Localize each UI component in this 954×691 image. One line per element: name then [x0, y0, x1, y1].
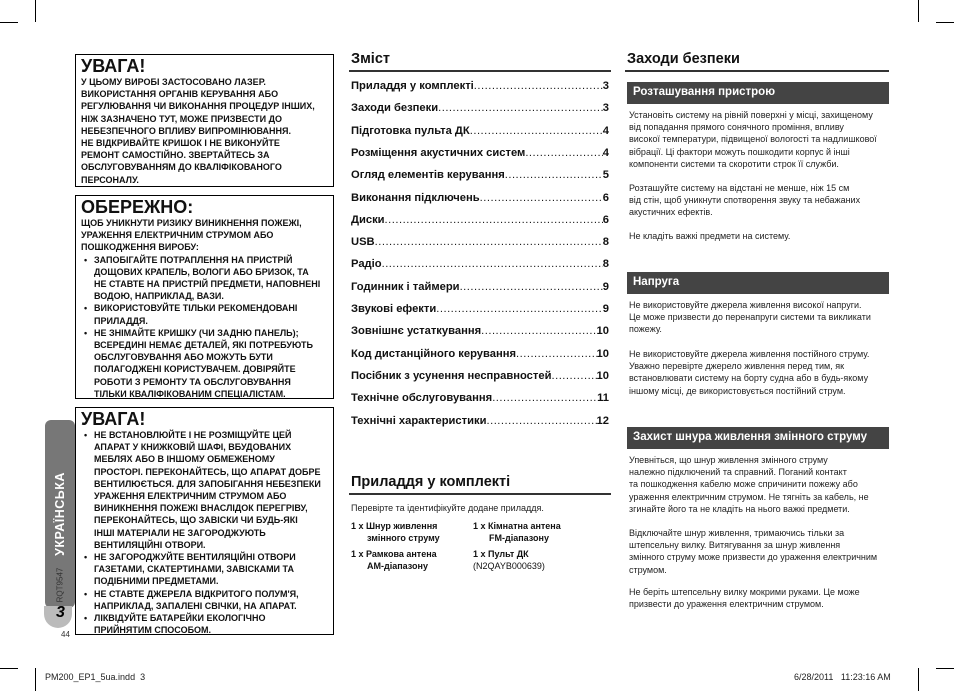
toc-item-page: 9 [602, 303, 609, 315]
toc-leader [525, 147, 602, 159]
safety-line: Відключайте шнур живлення, тримаючись тільки за [629, 528, 845, 538]
safety-line: іншому місці, де використовується постійний струм. [629, 385, 846, 396]
accessories-intro: Перевірте та ідентифікуйте додане приладдя. [351, 503, 544, 513]
warning-line: МЕБЛЯХ АБО В ІНШОМУ ОБМЕЖЕНОМУ [94, 454, 275, 465]
toc-leader [516, 348, 597, 360]
warning-line: РЕМОНТ САМОСТІЙНО. ЗВЕРТАЙТЕСЬ ЗА [81, 150, 270, 161]
warning-line: ПРОСТОРІ. ПЕРЕКОНАЙТЕСЬ, ЩО АПАРАТ ДОБРЕ [94, 466, 321, 477]
crop-mark [936, 668, 954, 669]
toc-item-page: 10 [596, 325, 609, 338]
safety-line: Розташуйте систему на відстані не менше, ніж 15 см [629, 183, 850, 193]
toc-item[interactable] [351, 236, 609, 250]
caution-line: ВОДОЮ, НАПРИКЛАД, ВАЗИ. [94, 291, 224, 302]
crop-mark [918, 0, 919, 22]
caution-line: НЕ СТАВТЕ НА ПРИСТРІЙ ПРЕДМЕТИ, НАПОВНЕНІ [94, 279, 321, 290]
caution-line: ОБСЛУГОВУВАННЯ АБО МОЖУТЬ БУТИ [94, 352, 273, 363]
safety-line: Не кладіть важкі предмети на систему. [629, 231, 791, 241]
accessory-item: 1 x Рамкова антена AM-діапазону [351, 549, 437, 571]
crop-mark [35, 0, 36, 22]
warning-list [81, 429, 328, 636]
safety-paragraph [629, 586, 891, 610]
safety-line: Це може призвести до перенапруги системи та викликати [629, 312, 871, 323]
safety-line: струмом. [629, 564, 667, 575]
toc-item-page: 8 [602, 236, 609, 249]
language-label: УКРАЇНСЬКА [53, 472, 67, 556]
toc-item-label: Посібник з усунення несправностей [351, 369, 552, 382]
crop-mark [0, 22, 18, 23]
caution-line: • ВИКОРИСТОВУЙТЕ ТІЛЬКИ РЕКОМЕНДОВАНІ [94, 303, 298, 314]
warning-line: ПРИЙНЯТИМ СПОСОБОМ. [94, 625, 212, 636]
safety-paragraph [629, 348, 891, 397]
toc-item-label: Зовнішнє устаткування [351, 325, 482, 338]
warning-line: ПОДІБНИМИ ПРЕДМЕТАМИ. [94, 576, 219, 587]
footer-file: PM200_EP1_5ua.indd 3 [45, 672, 146, 682]
caution-line: ПОШКОДЖЕННЯ ВИРОБУ: [81, 242, 199, 253]
toc-item-label: Підготовка пульта ДК [351, 124, 470, 137]
safety-line: та пошкодження кабелю може спричинити пожежу або [629, 479, 858, 490]
safety-paragraph [629, 230, 891, 242]
toc-item[interactable] [351, 303, 609, 317]
warning-line: ПЕРЕКОНАЙТЕСЬ, ЩО ЗАВІСКИ ЧИ БУДЬ-ЯКІ [94, 515, 298, 526]
warning-box-laser [75, 54, 334, 187]
warning-line: НЕБЕЗПЕЧНОГО ВПЛИВУ ВИПРОМІНЮВАННЯ. [81, 125, 292, 136]
caution-title: ОБЕРЕЖНО: [81, 197, 194, 217]
toc-item[interactable] [351, 192, 609, 206]
toc-rule [349, 70, 611, 72]
toc-item-page: 8 [602, 258, 609, 271]
warning-bullet [94, 612, 328, 636]
safety-rule [625, 70, 889, 72]
caution-line: ВСЕРЕДИНІ НЕМАЄ ДЕТАЛЕЙ, ЯКІ ПОТРЕБУЮТЬ [94, 340, 313, 351]
warning-line: ІНШІ МАТЕРІАЛИ НЕ ЗАГОРОДЖУЮТЬ [94, 527, 266, 538]
toc-item[interactable] [351, 281, 609, 295]
safety-paragraph [629, 182, 891, 219]
footer-date: 6/28/2011 11:23:16 AM [794, 672, 891, 682]
toc-leader [470, 125, 603, 137]
toc-leader [505, 169, 603, 181]
toc-leader [375, 236, 603, 248]
safety-line: ураження електричним струмом. Не тягніть за кабель, не [629, 491, 869, 502]
caution-line: РОБОТИ З РЕМОНТУ ТА ОБСЛУГОВУВАННЯ [94, 376, 291, 387]
toc-item-label: Радіо [351, 258, 382, 271]
toc-item[interactable] [351, 125, 609, 139]
accessories-rule [349, 493, 611, 495]
toc-item[interactable] [351, 102, 609, 116]
warning-line: ВИКОРИСТАННЯ ОРГАНІВ КЕРУВАННЯ АБО [81, 89, 279, 100]
toc-item[interactable] [351, 415, 609, 429]
caution-line: ДОЩОВИХ КРАПЕЛЬ, ВОЛОГИ АБО БРИЗОК, ТА [94, 266, 309, 277]
toc-item[interactable] [351, 325, 609, 339]
warning-line: ГАЗЕТАМИ, СКАТЕРТИНАМИ, ЗАВІСКАМИ ТА [94, 564, 294, 575]
safety-paragraph [629, 109, 891, 170]
toc-item-label: Приладдя у комплекті [351, 80, 474, 92]
toc-item[interactable] [351, 147, 609, 161]
caution-bullet [94, 327, 328, 400]
warning-line: • НЕ СТАВТЕ ДЖЕРЕЛА ВІДКРИТОГО ПОЛУМ'Я, [94, 588, 299, 599]
caution-intro [81, 217, 328, 254]
safety-line: Не використовуйте джерела живлення постійного струму. [629, 349, 870, 359]
crop-mark [35, 668, 36, 691]
safety-line: встановлювати систему на борту судна або в будь-якому [629, 373, 869, 384]
toc-item-page: 3 [602, 102, 609, 115]
safety-line: вібрації. Ці фактори можуть пошкодити корпус й інші [629, 146, 850, 157]
safety-paragraph [629, 454, 891, 515]
warning-line: ВИНИКНЕННЯ ПОЖЕЖІ ВНАСЛІДОК ПЕРЕГРІВУ, [94, 503, 308, 514]
toc-leader [480, 192, 603, 204]
toc-item[interactable] [351, 214, 609, 228]
toc-item-page: 4 [602, 146, 609, 159]
warning-line: РЕГУЛЮВАННЯ ЧИ ВИКОНАННЯ ПРОЦЕДУР ІНШИХ, [81, 101, 315, 112]
page-number-small: 44 [61, 630, 70, 639]
toc-item-page: 6 [602, 213, 609, 226]
toc-item-page: 12 [596, 414, 609, 427]
safety-line: високої температури, підвищеної вологості та надлишкової [629, 134, 877, 145]
warning-bullet [94, 588, 328, 612]
toc-leader [551, 370, 596, 382]
caution-bullet [94, 302, 328, 326]
toc-item-page: 3 [602, 80, 609, 92]
warning-line: ВЕНТИЛЯЦІЙНІ ОТВОРИ. [94, 539, 206, 550]
warning-line: У ЦЬОМУ ВИРОБІ ЗАСТОСОВАНО ЛАЗЕР. [81, 77, 266, 87]
section-heading-location: Розташування пристрою [627, 82, 889, 104]
warning-bullet [94, 551, 328, 588]
toc-item-label: Технічне обслуговування [351, 392, 493, 405]
toc-item-page: 4 [602, 124, 609, 137]
warning-line: НЕ ВІДКРИВАЙТЕ КРИШОК І НЕ ВИКОНУЙТЕ [81, 138, 280, 149]
toc-item-label: Код дистанційного керування [351, 347, 517, 360]
toc-leader [492, 392, 597, 404]
toc-leader [382, 258, 603, 270]
safety-line: компоненти системи та скоротити строк її служби. [629, 158, 839, 169]
caution-line: ПРИЛАДДЯ. [94, 315, 148, 326]
accessory-item: 1 x Пульт ДК (N2QAYB000639) [473, 549, 545, 571]
crop-mark [936, 22, 954, 23]
safety-line: Не беріть штепсельну вилку мокрими руками. Це може [629, 587, 860, 597]
toc-leader [438, 102, 603, 114]
warning-line: УРАЖЕННЯ ЕЛЕКТРИЧНИМ СТРУМОМ АБО [94, 491, 287, 502]
warning-bullet [94, 429, 328, 551]
safety-line: належно підключений та справний. Поганий контакт [629, 467, 847, 478]
safety-line: від попадання прямого сонячного проміння, впливу [629, 122, 844, 133]
toc-item[interactable] [351, 80, 609, 94]
toc-title: Зміст [351, 51, 391, 67]
caution-line: • ЗАПОБІГАЙТЕ ПОТРАПЛЕННЯ НА ПРИСТРІЙ [94, 254, 293, 265]
warning-title: УВАГА! [81, 56, 146, 76]
warning-line: АПАРАТ У КНИЖКОВІЙ ШАФІ, ВБУДОВАНИХ [94, 442, 292, 453]
toc-item-page: 10 [596, 347, 609, 360]
caution-list [81, 254, 328, 400]
safety-line: згинайте його та не кладіть на нього важкі предмети. [629, 503, 850, 514]
section-heading-voltage: Напруга [627, 272, 889, 294]
toc-item-label: Звукові ефекти [351, 303, 437, 315]
toc-item[interactable] [351, 370, 609, 384]
warning-line: НАПРИКЛАД, ЗАПАЛЕНІ СВІЧКИ, НА АПАРАТ. [94, 600, 297, 611]
toc-item[interactable] [351, 348, 609, 362]
warning-line: ОБСЛУГОВУВАННЯМ ДО КВАЛІФІКОВАНОГО [81, 162, 282, 173]
warning-line: • НЕ ВСТАНОВЛЮЙТЕ І НЕ РОЗМІЩУЙТЕ ЦЕЙ [94, 430, 292, 440]
caution-line: • НЕ ЗНІМАЙТЕ КРИШКУ (ЧИ ЗАДНЮ ПАНЕЛЬ); [94, 327, 299, 338]
toc-item-label: USB [351, 236, 375, 249]
safety-paragraph [629, 527, 891, 576]
page-number: 3 [56, 604, 65, 621]
toc-leader [460, 281, 603, 293]
safety-line: від стін, щоб уникнути спотворення звуку та небажаних [629, 195, 861, 206]
safety-line: змінного струму може призвести до ураження електричним [629, 552, 878, 563]
toc-item-label: Виконання підключень [351, 191, 480, 204]
toc-item-label: Заходи безпеки [351, 102, 439, 115]
toc-leader [474, 80, 603, 92]
safety-title: Заходи безпеки [627, 51, 740, 67]
toc-item-page: 9 [602, 280, 609, 293]
toc-item-label: Огляд елементів керування [351, 169, 505, 182]
section-heading-cord: Захист шнура живлення змінного струму [627, 427, 889, 449]
document-code: RQT9547 [55, 567, 65, 603]
toc-leader [486, 415, 596, 427]
toc-leader [481, 325, 596, 337]
safety-line: Установіть систему на рівній поверхні у місці, захищеному [629, 110, 873, 120]
toc-item[interactable] [351, 169, 609, 183]
safety-line: Уважно перевірте джерело живлення перед тим, як [629, 361, 845, 372]
safety-line: пожежу. [629, 324, 662, 335]
warning-title: УВАГА! [81, 409, 146, 429]
warning-box-ventilation [75, 407, 334, 635]
safety-line: Упевніться, що шнур живлення змінного струму [629, 455, 828, 465]
caution-line: УРАЖЕННЯ ЕЛЕКТРИЧНИМ СТРУМОМ АБО [81, 230, 274, 241]
toc-item-label: Годинник і таймери [351, 280, 460, 293]
warning-line: • ЛІКВІДУЙТЕ БАТАРЕЙКИ ЕКОЛОГІЧНО [94, 613, 266, 624]
warning-line: • НЕ ЗАГОРОДЖУЙТЕ ВЕНТИЛЯЦІЙНІ ОТВОРИ [94, 552, 296, 563]
caution-line: ЩОБ УНИКНУТИ РИЗИКУ ВИНИКНЕННЯ ПОЖЕЖІ, [81, 218, 302, 228]
toc-item-page: 10 [596, 369, 609, 382]
crop-mark [918, 668, 919, 691]
toc-item-page: 5 [602, 169, 609, 182]
toc-item[interactable] [351, 258, 609, 272]
caution-line: ПОЛАГОДЖЕНІ КОРИСТУВАЧЕМ. ДОВІРЯЙТЕ [94, 364, 296, 375]
accessory-item: 1 x Кімнатна антена FM-діапазону [473, 521, 561, 543]
toc-item-label: Розміщення акустичних систем [351, 146, 526, 159]
warning-text [81, 76, 328, 186]
safety-line: акустичних ефектів. [629, 207, 713, 218]
toc-item-label: Диски [351, 213, 385, 226]
crop-mark [0, 668, 18, 669]
toc-item[interactable] [351, 392, 609, 406]
toc-item-label: Технічні характеристики [351, 414, 487, 427]
caution-line: ТІЛЬКИ КВАЛІФІКОВАНИМ СПЕЦІАЛІСТАМ. [94, 388, 286, 399]
toc-leader [436, 303, 603, 315]
toc-leader [385, 214, 603, 226]
toc-item-page: 11 [597, 392, 609, 405]
accessory-item: 1 x Шнур живлення змінного струму [351, 521, 440, 543]
safety-line: штепсельну вилку. Витягування за шнур живлення [629, 540, 841, 551]
warning-line: ПЕРСОНАЛУ. [81, 174, 139, 185]
accessories-title: Приладдя у комплекті [351, 474, 511, 490]
safety-line: призвести до ураження електричним струмом. [629, 599, 824, 610]
toc-item-page: 6 [602, 191, 609, 204]
safety-paragraph [629, 299, 891, 336]
warning-line: НІЖ ЗАЗНАЧЕНО ТУТ, МОЖЕ ПРИЗВЕСТИ ДО [81, 113, 282, 124]
warning-line: ВЕНТИЛЮЄТЬСЯ. ДЛЯ ЗАПОБІГАННЯ НЕБЕЗПЕКИ [94, 478, 321, 489]
caution-bullet [94, 254, 328, 303]
caution-box [75, 195, 334, 399]
safety-line: Не використовуйте джерела живлення високої напруги. [629, 300, 862, 310]
